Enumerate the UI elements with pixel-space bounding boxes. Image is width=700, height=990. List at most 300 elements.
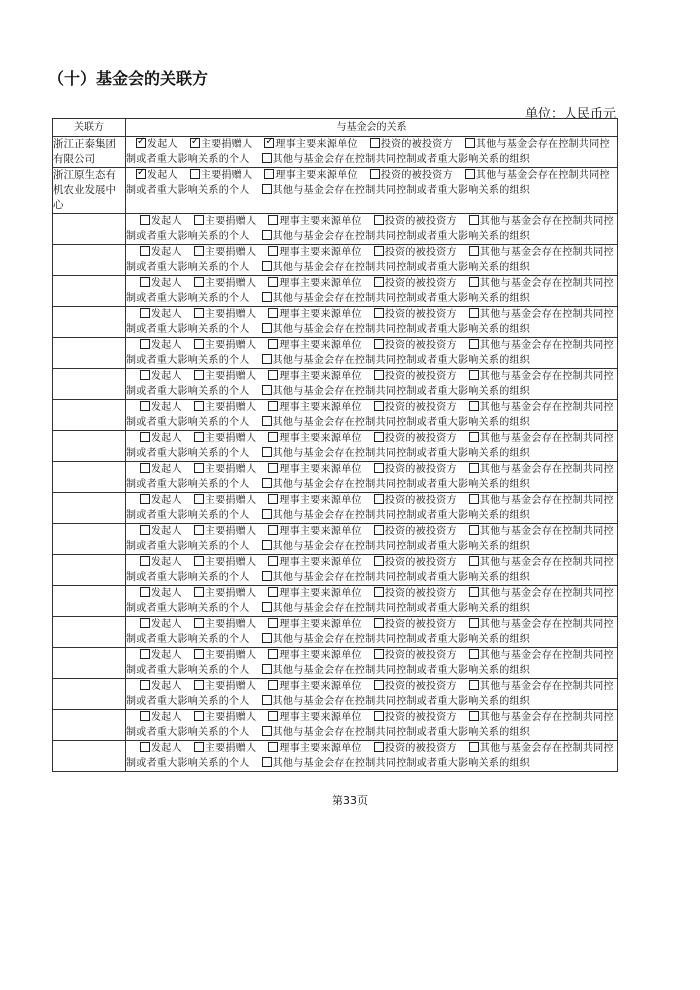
major-donor-checkbox[interactable] xyxy=(194,370,204,380)
option-investee xyxy=(374,245,457,260)
relationship-line-2 xyxy=(126,353,617,368)
major-donor-checkbox[interactable] xyxy=(194,556,204,566)
other-person-checkbox[interactable] xyxy=(469,432,479,442)
other-person-checkbox[interactable] xyxy=(469,277,479,287)
relationship-line-1 xyxy=(126,214,617,229)
option-major-donor xyxy=(194,741,257,756)
investee-label: 投资的被投资方 xyxy=(384,588,457,599)
option-other-org xyxy=(262,322,531,337)
relationship-line-2 xyxy=(126,229,617,244)
relationship-line-1 xyxy=(126,524,617,539)
related-party-name xyxy=(53,462,126,493)
founder-checkbox[interactable] xyxy=(140,494,150,504)
option-other-org xyxy=(262,353,531,368)
investee-label: 投资的被投资方 xyxy=(384,526,457,537)
option-director-source xyxy=(268,338,361,353)
other-person-checkbox[interactable] xyxy=(465,138,475,148)
option-other-org xyxy=(262,446,531,461)
option-major-donor xyxy=(194,493,257,508)
other-person-checkbox[interactable] xyxy=(469,339,479,349)
major-donor-checkbox[interactable] xyxy=(194,649,204,659)
director-source-checkbox[interactable] xyxy=(268,680,278,690)
major-donor-checkbox[interactable] xyxy=(194,587,204,597)
option-founder xyxy=(140,710,182,725)
option-founder xyxy=(140,214,182,229)
option-major-donor xyxy=(194,617,257,632)
other-org-label: 其他与基金会存在控制共同控制或者重大影响关系的组织 xyxy=(272,154,531,165)
founder-checkbox[interactable] xyxy=(140,308,150,318)
other-org-label: 其他与基金会存在控制共同控制或者重大影响关系的组织 xyxy=(272,572,531,583)
founder-label: 发起人 xyxy=(151,433,182,444)
founder-checkbox[interactable] xyxy=(140,277,150,287)
founder-checkbox[interactable] xyxy=(140,587,150,597)
option-investee xyxy=(374,555,457,570)
option-investee xyxy=(374,679,457,694)
major-donor-label: 主要捐赠人 xyxy=(204,216,257,227)
investee-label: 投资的被投资方 xyxy=(384,340,457,351)
director-source-checkbox[interactable] xyxy=(268,556,278,566)
table-row-13 xyxy=(53,524,618,555)
investee-checkbox[interactable] xyxy=(374,432,384,442)
option-founder xyxy=(136,137,178,152)
major-donor-checkbox[interactable] xyxy=(194,308,204,318)
table-header-row xyxy=(53,119,618,137)
investee-label: 投资的被投资方 xyxy=(384,216,457,227)
investee-checkbox[interactable] xyxy=(374,308,384,318)
founder-checkbox[interactable] xyxy=(140,711,150,721)
related-party-name xyxy=(53,555,126,586)
header-related-party: 关联方 xyxy=(53,119,126,137)
relationship-line-2 xyxy=(126,183,617,198)
relationship-line-2 xyxy=(126,694,617,709)
option-major-donor xyxy=(194,648,257,663)
investee-label: 投资的被投资方 xyxy=(384,464,457,475)
related-party-name xyxy=(53,741,126,772)
other-org-label: 其他与基金会存在控制共同控制或者重大影响关系的组织 xyxy=(272,665,531,676)
major-donor-checkbox[interactable] xyxy=(194,432,204,442)
other-person-label-part2: 制或者重大影响关系的个人 xyxy=(126,603,250,614)
option-founder xyxy=(140,617,182,632)
relationship-line-1 xyxy=(126,586,617,601)
investee-checkbox[interactable] xyxy=(374,246,384,256)
major-donor-checkbox[interactable] xyxy=(194,494,204,504)
option-major-donor xyxy=(194,586,257,601)
relationship-line-2 xyxy=(126,322,617,337)
director-source-label: 理事主要来源单位 xyxy=(279,588,362,599)
other-person-label-part1: 其他与基金会存在控制共同控 xyxy=(475,139,610,150)
major-donor-checkbox[interactable] xyxy=(194,742,204,752)
investee-label: 投资的被投资方 xyxy=(384,681,457,692)
founder-checkbox[interactable] xyxy=(140,246,150,256)
major-donor-checkbox[interactable] xyxy=(194,525,204,535)
investee-checkbox[interactable] xyxy=(374,742,384,752)
director-source-checkbox[interactable] xyxy=(268,649,278,659)
other-person-checkbox[interactable] xyxy=(469,556,479,566)
option-major-donor xyxy=(194,400,257,415)
other-person-label-part1: 其他与基金会存在控制共同控 xyxy=(479,619,614,630)
founder-label: 发起人 xyxy=(151,526,182,537)
page-number: 第33页 xyxy=(332,794,368,807)
relationship-line-1 xyxy=(126,168,617,183)
investee-checkbox[interactable] xyxy=(374,649,384,659)
director-source-checkbox[interactable] xyxy=(268,308,278,318)
director-source-checkbox[interactable] xyxy=(268,277,278,287)
option-founder xyxy=(140,648,182,663)
option-investee xyxy=(374,369,457,384)
director-source-checkbox[interactable] xyxy=(268,246,278,256)
relationship-line-2 xyxy=(126,539,617,554)
director-source-checkbox[interactable] xyxy=(268,587,278,597)
other-person-checkbox[interactable] xyxy=(469,494,479,504)
other-org-checkbox[interactable] xyxy=(262,726,272,736)
other-org-checkbox[interactable] xyxy=(262,385,272,395)
option-founder xyxy=(140,431,182,446)
director-source-label: 理事主要来源单位 xyxy=(279,712,362,723)
option-director-source xyxy=(268,741,361,756)
investee-label: 投资的被投资方 xyxy=(380,139,453,150)
founder-checkbox[interactable] xyxy=(140,339,150,349)
option-major-donor xyxy=(190,168,253,183)
founder-checkbox[interactable] xyxy=(140,556,150,566)
relationship-line-1 xyxy=(126,648,617,663)
other-org-checkbox[interactable] xyxy=(262,292,272,302)
related-party-name xyxy=(53,679,126,710)
director-source-label: 理事主要来源单位 xyxy=(279,526,362,537)
founder-checkbox[interactable] xyxy=(140,649,150,659)
investee-checkbox[interactable] xyxy=(374,587,384,597)
option-major-donor xyxy=(194,276,257,291)
other-person-checkbox[interactable] xyxy=(469,370,479,380)
relationship-cell xyxy=(126,245,618,276)
option-investee xyxy=(374,462,457,477)
table-row-20 xyxy=(53,741,618,772)
relationship-line-2 xyxy=(126,725,617,740)
other-person-checkbox[interactable] xyxy=(469,525,479,535)
option-director-source xyxy=(268,493,361,508)
major-donor-checkbox[interactable] xyxy=(194,215,204,225)
option-other-person xyxy=(469,710,614,725)
investee-checkbox[interactable] xyxy=(374,525,384,535)
major-donor-checkbox[interactable] xyxy=(194,618,204,628)
related-party-name xyxy=(53,245,126,276)
other-org-label: 其他与基金会存在控制共同控制或者重大影响关系的组织 xyxy=(272,696,531,707)
director-source-label: 理事主要来源单位 xyxy=(279,464,362,475)
director-source-checkbox[interactable] xyxy=(268,215,278,225)
option-other-person xyxy=(469,245,614,260)
related-party-name xyxy=(53,586,126,617)
relationship-line-1 xyxy=(126,276,617,291)
relationship-line-1 xyxy=(126,741,617,756)
option-investee xyxy=(374,524,457,539)
other-org-checkbox[interactable] xyxy=(262,323,272,333)
header-relationship: 与基金会的关系 xyxy=(126,119,618,137)
option-director-source xyxy=(268,276,361,291)
founder-label: 发起人 xyxy=(151,309,182,320)
option-director-source xyxy=(268,524,361,539)
option-other-org xyxy=(262,570,531,585)
table-row-2 xyxy=(53,168,618,214)
other-org-checkbox[interactable] xyxy=(262,509,272,519)
director-source-checkbox[interactable] xyxy=(268,370,278,380)
director-source-checkbox[interactable] xyxy=(268,463,278,473)
director-source-label: 理事主要来源单位 xyxy=(275,170,358,181)
director-source-label: 理事主要来源单位 xyxy=(275,139,358,150)
major-donor-checkbox[interactable] xyxy=(194,680,204,690)
investee-label: 投资的被投资方 xyxy=(384,371,457,382)
option-other-person xyxy=(469,214,614,229)
other-org-checkbox[interactable] xyxy=(262,540,272,550)
major-donor-checkbox[interactable] xyxy=(190,169,200,179)
other-org-label: 其他与基金会存在控制共同控制或者重大影响关系的组织 xyxy=(272,417,531,428)
relationship-cell xyxy=(126,307,618,338)
other-person-checkbox[interactable] xyxy=(469,649,479,659)
relationship-cell xyxy=(126,338,618,369)
other-person-label-part1: 其他与基金会存在控制共同控 xyxy=(479,464,614,475)
investee-checkbox[interactable] xyxy=(374,494,384,504)
founder-checkbox[interactable] xyxy=(136,138,146,148)
other-person-checkbox[interactable] xyxy=(469,587,479,597)
other-person-label-part1: 其他与基金会存在控制共同控 xyxy=(479,495,614,506)
founder-checkbox[interactable] xyxy=(140,432,150,442)
other-person-label-part2: 制或者重大影响关系的个人 xyxy=(126,510,250,521)
other-person-checkbox[interactable] xyxy=(469,463,479,473)
other-org-checkbox[interactable] xyxy=(262,416,272,426)
director-source-checkbox[interactable] xyxy=(268,432,278,442)
other-person-label-part1: 其他与基金会存在控制共同控 xyxy=(479,278,614,289)
founder-checkbox[interactable] xyxy=(140,525,150,535)
investee-checkbox[interactable] xyxy=(374,370,384,380)
director-source-label: 理事主要来源单位 xyxy=(279,619,362,630)
other-person-checkbox[interactable] xyxy=(469,246,479,256)
option-director-source xyxy=(268,431,361,446)
major-donor-label: 主要捐赠人 xyxy=(200,139,253,150)
investee-label: 投资的被投资方 xyxy=(384,743,457,754)
investee-checkbox[interactable] xyxy=(374,401,384,411)
investee-checkbox[interactable] xyxy=(370,169,380,179)
other-org-checkbox[interactable] xyxy=(262,602,272,612)
director-source-checkbox[interactable] xyxy=(264,169,274,179)
other-person-label-part2: 制或者重大影响关系的个人 xyxy=(126,696,250,707)
option-founder xyxy=(140,245,182,260)
founder-label: 发起人 xyxy=(151,495,182,506)
table-row-7 xyxy=(53,338,618,369)
investee-label: 投资的被投资方 xyxy=(384,557,457,568)
major-donor-checkbox[interactable] xyxy=(190,138,200,148)
other-org-checkbox[interactable] xyxy=(262,447,272,457)
relationship-cell xyxy=(126,710,618,741)
founder-label: 发起人 xyxy=(147,139,178,150)
major-donor-checkbox[interactable] xyxy=(194,463,204,473)
other-person-label-part1: 其他与基金会存在控制共同控 xyxy=(475,170,610,181)
founder-checkbox[interactable] xyxy=(140,680,150,690)
option-founder xyxy=(140,524,182,539)
other-org-label: 其他与基金会存在控制共同控制或者重大影响关系的组织 xyxy=(272,634,531,645)
investee-checkbox[interactable] xyxy=(374,215,384,225)
other-org-checkbox[interactable] xyxy=(262,261,272,271)
director-source-label: 理事主要来源单位 xyxy=(279,402,362,413)
investee-checkbox[interactable] xyxy=(374,339,384,349)
option-major-donor xyxy=(190,137,253,152)
director-source-checkbox[interactable] xyxy=(264,138,274,148)
relationship-line-2 xyxy=(126,415,617,430)
other-person-label-part2: 制或者重大影响关系的个人 xyxy=(126,386,250,397)
investee-checkbox[interactable] xyxy=(374,711,384,721)
founder-checkbox[interactable] xyxy=(140,370,150,380)
relationship-line-1 xyxy=(126,400,617,415)
other-person-checkbox[interactable] xyxy=(469,618,479,628)
relationship-line-2 xyxy=(126,601,617,616)
investee-label: 投资的被投资方 xyxy=(380,170,453,181)
relationship-cell xyxy=(126,400,618,431)
founder-label: 发起人 xyxy=(151,650,182,661)
section-title: （十）基金会的关联方 xyxy=(48,69,209,88)
option-other-person xyxy=(469,648,614,663)
investee-checkbox[interactable] xyxy=(370,138,380,148)
founder-label: 发起人 xyxy=(147,170,178,181)
table-row-6 xyxy=(53,307,618,338)
director-source-checkbox[interactable] xyxy=(268,339,278,349)
other-org-label: 其他与基金会存在控制共同控制或者重大影响关系的组织 xyxy=(272,231,531,242)
relationship-line-2 xyxy=(126,384,617,399)
option-founder xyxy=(140,462,182,477)
director-source-checkbox[interactable] xyxy=(268,401,278,411)
investee-label: 投资的被投资方 xyxy=(384,433,457,444)
other-org-checkbox[interactable] xyxy=(262,478,272,488)
option-other-person xyxy=(469,276,614,291)
other-person-label-part1: 其他与基金会存在控制共同控 xyxy=(479,433,614,444)
other-person-label-part2: 制或者重大影响关系的个人 xyxy=(126,154,250,165)
founder-label: 发起人 xyxy=(151,557,182,568)
investee-checkbox[interactable] xyxy=(374,277,384,287)
option-founder xyxy=(140,400,182,415)
major-donor-label: 主要捐赠人 xyxy=(200,170,253,181)
option-other-org xyxy=(262,694,531,709)
investee-checkbox[interactable] xyxy=(374,556,384,566)
investee-checkbox[interactable] xyxy=(374,463,384,473)
other-person-label-part2: 制或者重大影响关系的个人 xyxy=(126,417,250,428)
table-row-5 xyxy=(53,276,618,307)
relationship-cell xyxy=(126,214,618,245)
related-party-name xyxy=(53,338,126,369)
relationship-line-1 xyxy=(126,555,617,570)
director-source-label: 理事主要来源单位 xyxy=(279,247,362,258)
investee-checkbox[interactable] xyxy=(374,680,384,690)
option-investee xyxy=(374,276,457,291)
other-person-label-part1: 其他与基金会存在控制共同控 xyxy=(479,526,614,537)
other-person-checkbox[interactable] xyxy=(469,308,479,318)
other-person-checkbox[interactable] xyxy=(469,215,479,225)
table-row-9 xyxy=(53,400,618,431)
other-org-label: 其他与基金会存在控制共同控制或者重大影响关系的组织 xyxy=(272,758,531,769)
director-source-checkbox[interactable] xyxy=(268,711,278,721)
relationship-line-1 xyxy=(126,679,617,694)
founder-checkbox[interactable] xyxy=(140,742,150,752)
relationship-line-1 xyxy=(126,369,617,384)
table-row-1 xyxy=(53,137,618,168)
option-director-source xyxy=(264,168,357,183)
other-person-label-part1: 其他与基金会存在控制共同控 xyxy=(479,650,614,661)
major-donor-checkbox[interactable] xyxy=(194,401,204,411)
option-founder xyxy=(140,338,182,353)
relationship-cell xyxy=(126,168,618,214)
other-org-checkbox[interactable] xyxy=(262,757,272,767)
founder-checkbox[interactable] xyxy=(140,463,150,473)
major-donor-checkbox[interactable] xyxy=(194,277,204,287)
director-source-checkbox[interactable] xyxy=(268,494,278,504)
investee-label: 投资的被投资方 xyxy=(384,495,457,506)
other-org-checkbox[interactable] xyxy=(262,695,272,705)
relationship-cell xyxy=(126,586,618,617)
director-source-checkbox[interactable] xyxy=(268,742,278,752)
other-person-checkbox[interactable] xyxy=(469,680,479,690)
other-person-label-part2: 制或者重大影响关系的个人 xyxy=(126,262,250,273)
founder-checkbox[interactable] xyxy=(140,215,150,225)
relationship-cell xyxy=(126,431,618,462)
other-org-checkbox[interactable] xyxy=(262,230,272,240)
director-source-label: 理事主要来源单位 xyxy=(279,278,362,289)
other-person-checkbox[interactable] xyxy=(465,169,475,179)
director-source-checkbox[interactable] xyxy=(268,525,278,535)
option-investee xyxy=(374,617,457,632)
other-person-checkbox[interactable] xyxy=(469,742,479,752)
major-donor-label: 主要捐赠人 xyxy=(204,433,257,444)
relationship-cell xyxy=(126,276,618,307)
founder-label: 发起人 xyxy=(151,247,182,258)
other-person-label-part2: 制或者重大影响关系的个人 xyxy=(126,448,250,459)
major-donor-checkbox[interactable] xyxy=(194,711,204,721)
other-org-checkbox[interactable] xyxy=(262,664,272,674)
founder-label: 发起人 xyxy=(151,340,182,351)
relationship-cell xyxy=(126,137,618,168)
other-org-checkbox[interactable] xyxy=(262,633,272,643)
option-other-person xyxy=(469,400,614,415)
option-investee xyxy=(374,710,457,725)
other-org-label: 其他与基金会存在控制共同控制或者重大影响关系的组织 xyxy=(272,479,531,490)
relationship-line-2 xyxy=(126,446,617,461)
other-person-label-part2: 制或者重大影响关系的个人 xyxy=(126,479,250,490)
founder-checkbox[interactable] xyxy=(140,401,150,411)
option-major-donor xyxy=(194,369,257,384)
related-party-name xyxy=(53,524,126,555)
relationship-line-1 xyxy=(126,431,617,446)
director-source-checkbox[interactable] xyxy=(268,618,278,628)
investee-checkbox[interactable] xyxy=(374,618,384,628)
option-other-org xyxy=(262,229,531,244)
relationship-cell xyxy=(126,493,618,524)
founder-checkbox[interactable] xyxy=(140,618,150,628)
other-person-checkbox[interactable] xyxy=(469,401,479,411)
other-org-checkbox[interactable] xyxy=(262,153,272,163)
other-org-checkbox[interactable] xyxy=(262,354,272,364)
major-donor-checkbox[interactable] xyxy=(194,339,204,349)
option-director-source xyxy=(268,586,361,601)
other-person-label-part1: 其他与基金会存在控制共同控 xyxy=(479,681,614,692)
other-org-checkbox[interactable] xyxy=(262,571,272,581)
other-org-checkbox[interactable] xyxy=(262,184,272,194)
investee-label: 投资的被投资方 xyxy=(384,309,457,320)
major-donor-label: 主要捐赠人 xyxy=(204,619,257,630)
founder-checkbox[interactable] xyxy=(136,169,146,179)
option-founder xyxy=(140,555,182,570)
option-director-source xyxy=(268,648,361,663)
table-row-16 xyxy=(53,617,618,648)
other-person-label-part2: 制或者重大影响关系的个人 xyxy=(126,324,250,335)
major-donor-label: 主要捐赠人 xyxy=(204,557,257,568)
relationship-cell xyxy=(126,555,618,586)
relationship-line-1 xyxy=(126,493,617,508)
other-person-checkbox[interactable] xyxy=(469,711,479,721)
major-donor-checkbox[interactable] xyxy=(194,246,204,256)
